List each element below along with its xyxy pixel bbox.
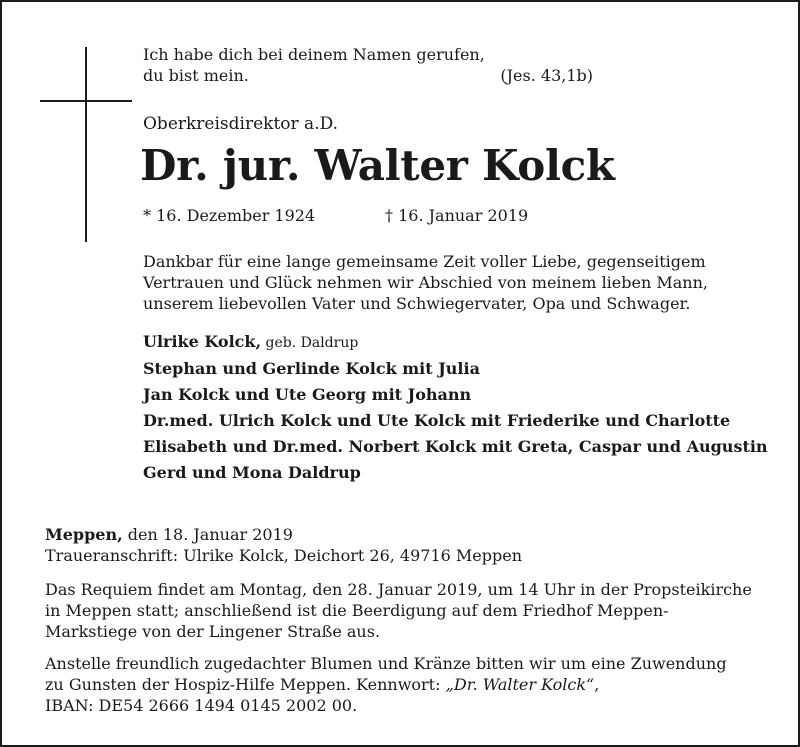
iban: IBAN: DE54 2666 1494 0145 2002 00.: [45, 696, 358, 715]
family-member: Jan Kolck und Ute Georg mit Johann: [143, 385, 472, 404]
intro-line-2: Vertrauen und Glück nehmen wir Abschied von meinem lieben Mann,: [143, 273, 708, 292]
donation-prefix: zu Gunsten der Hospiz-Hilfe Meppen. Kennwort:: [45, 675, 446, 694]
place-date-line: [45, 524, 756, 545]
place: Meppen,: [45, 525, 123, 544]
verse-line-2: du bist mein.: [143, 66, 249, 85]
donation-line-2: [45, 674, 756, 695]
requiem-line-1: Das Requiem findet am Montag, den 28. Januar 2019, um 14 Uhr in der Propsteikirche: [45, 580, 752, 599]
family-list: [143, 329, 768, 486]
cross-vertical-bar: [85, 47, 87, 242]
place-date-block: [45, 524, 756, 566]
donation-paragraph: [45, 653, 756, 716]
deceased-name: Dr. jur. Walter Kolck: [140, 141, 615, 190]
cross-horizontal-bar: [40, 100, 132, 102]
death-date: † 16. Januar 2019: [385, 206, 529, 225]
family-member: Gerd und Mona Daldrup: [143, 463, 361, 482]
birth-date: * 16. Dezember 1924: [143, 206, 316, 225]
widow-maiden-name: geb. Daldrup: [261, 335, 359, 351]
deceased-title: Oberkreisdirektor a.D.: [143, 114, 339, 134]
intro-paragraph: [143, 251, 756, 314]
donation-keyword: „Dr. Walter Kolck“: [445, 675, 595, 694]
bible-verse: [143, 44, 593, 86]
requiem-line-2: in Meppen statt; anschließend ist die Beerdigung auf dem Friedhof Meppen-: [45, 601, 669, 620]
intro-line-3: unserem liebevollen Vater und Schwiegervater, Opa und Schwager.: [143, 294, 691, 313]
widow-name: Ulrike Kolck,: [143, 332, 262, 351]
donation-line-1: Anstelle freundlich zugedachter Blumen und Kränze bitten wir um eine Zuwendung: [45, 654, 727, 673]
requiem-paragraph: [45, 579, 756, 642]
verse-reference: (Jes. 43,1b): [500, 66, 593, 85]
donation-suffix: ,: [594, 675, 600, 694]
family-member: Stephan und Gerlinde Kolck mit Julia: [143, 359, 480, 378]
family-member: Elisabeth und Dr.med. Norbert Kolck mit Greta, Caspar und Augustin: [143, 437, 768, 456]
mourning-address: Traueranschrift: Ulrike Kolck, Deichort 26, 49716 Meppen: [45, 546, 523, 565]
verse-line-1: Ich habe dich bei deinem Namen gerufen,: [143, 45, 485, 64]
requiem-line-3: Markstiege von der Lingener Straße aus.: [45, 622, 381, 641]
intro-line-1: Dankbar für eine lange gemeinsame Zeit voller Liebe, gegenseitigem: [143, 252, 706, 271]
family-widow: [143, 329, 763, 356]
date: den 18. Januar 2019: [122, 525, 293, 544]
family-member: Dr.med. Ulrich Kolck und Ute Kolck mit Friederike und Charlotte: [143, 411, 731, 430]
